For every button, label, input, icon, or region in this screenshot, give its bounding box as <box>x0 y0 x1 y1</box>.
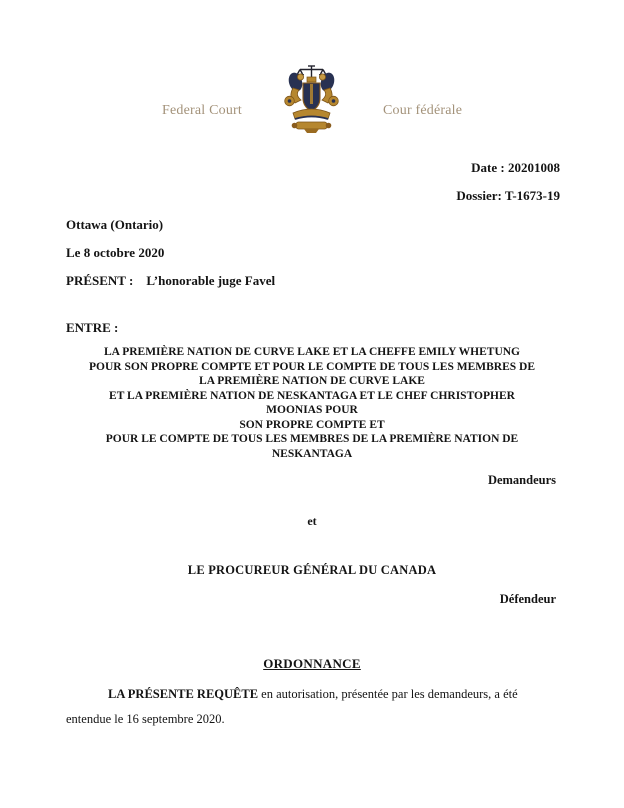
applicant-line: SON PROPRE COMPTE ET <box>239 418 385 431</box>
applicants-role-label: Demandeurs <box>487 473 556 487</box>
applicants-block <box>62 345 562 461</box>
order-paragraph-line2: entendue le 16 septembre 2020. <box>66 712 225 726</box>
date-line: Date : 20201008 <box>471 160 560 175</box>
federal-court-title: Federal Court <box>162 103 242 118</box>
respondent-role-label: Défendeur <box>499 592 556 606</box>
applicant-line: MOONIAS POUR <box>266 404 358 416</box>
order-opening-rest: en autorisation, présentée par les demandeurs, a été <box>258 687 518 701</box>
respondent-name: LE PROCUREUR GÉNÉRAL DU CANADA <box>187 563 437 577</box>
present-label: PRÉSENT : <box>66 273 134 288</box>
between-label: ENTRE : <box>66 320 119 335</box>
applicant-line: POUR SON PROPRE COMPTE ET POUR LE COMPTE DE TOUS LES MEMBRES DE <box>88 360 535 373</box>
order-paragraph-line1 <box>108 682 566 707</box>
presiding-judge-line <box>66 273 275 289</box>
docket-line: Dossier: T-1673-19 <box>456 188 560 203</box>
order-opening-phrase: LA PRÉSENTE REQUÊTE <box>108 687 259 701</box>
order-heading: ORDONNANCE <box>263 656 361 671</box>
hearing-date-line: Le 8 octobre 2020 <box>66 245 165 260</box>
cour-federale-title: Cour fédérale <box>383 103 463 118</box>
applicant-line: ET LA PREMIÈRE NATION DE NESKANTAGA ET LE CHEF CHRISTOPHER <box>109 389 515 402</box>
applicant-line: NESKANTAGA <box>271 447 353 460</box>
applicant-line: POUR LE COMPTE DE TOUS LES MEMBRES DE LA PREMIÈRE NATION DE <box>105 433 519 445</box>
applicant-line: LA PREMIÈRE NATION DE CURVE LAKE <box>199 375 425 387</box>
conjunction-et: et <box>307 514 317 528</box>
judge-name: L’honorable juge Favel <box>146 273 276 288</box>
location-line: Ottawa (Ontario) <box>66 217 164 232</box>
applicant-line: LA PREMIÈRE NATION DE CURVE LAKE ET LA CHEFFE EMILY WHETUNG <box>103 346 520 358</box>
order-paragraph <box>66 682 566 732</box>
coat-of-arms-icon <box>283 64 340 134</box>
